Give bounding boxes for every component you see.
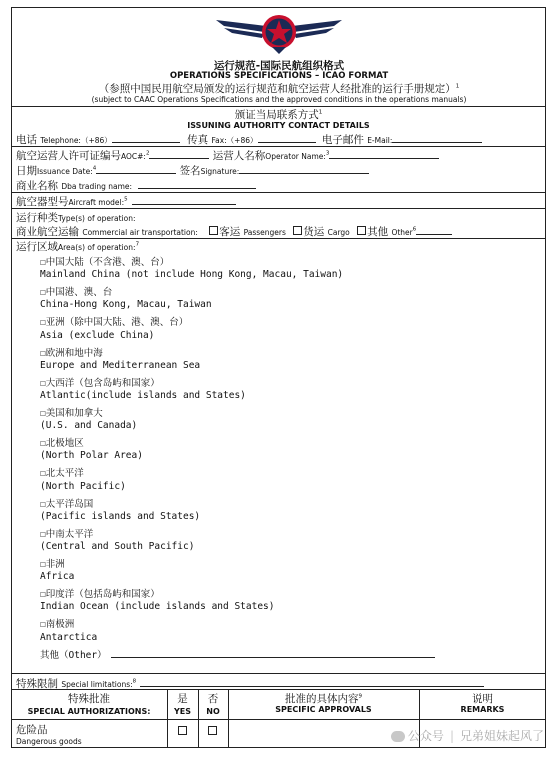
area-option[interactable]: ☐印度洋（包括岛屿和国家） [40,589,160,601]
area-option[interactable]: ☐大西洋（包含岛屿和国家） [40,377,160,389]
col-remarks-en: REMARKS [460,705,505,714]
area-option-en: (North Polar Area) [40,450,143,462]
area-option[interactable]: ☐太平洋岛国 [40,498,94,510]
ops-type-label: 运行种类Type(s) of operation: [16,212,136,224]
area-option[interactable]: ☐美国和加拿大 [40,408,103,419]
wechat-icon [391,731,405,742]
col-auth-en: SPECIAL AUTHORIZATIONS: [27,707,151,716]
commercial-row: 商业航空运输 Commercial air transportation: 客运 Passengers 货运 Cargo 其他 Other$^6$ [16,224,452,239]
divider [11,192,546,193]
area-option-en: Europe and Mediterranean Sea [40,359,201,371]
email-field [392,133,482,143]
signature-field [239,164,369,174]
limitations-row: 特殊限制 Special limitations:$^8$ [16,676,484,691]
contact-title-en: ISSUNING AUTHORITY CONTACT DETAILS [187,121,370,130]
cargo-checkbox[interactable]: 货运 Cargo [293,226,349,238]
aoc-row: 航空运营人许可证编号AOC#:$^2$ 运营人名称Operator Name:$^3$ [16,148,439,163]
caac-logo-icon [214,12,344,54]
area-option-en: China-Hong Kong, Macau, Taiwan [40,299,212,311]
other-checkbox[interactable]: 其他 Other$^6$ [357,226,416,238]
area-option[interactable]: ☐中国大陆（不含港、澳、台） [40,257,170,268]
areas-other-row: 其他（Other） [40,647,435,661]
area-option[interactable]: ☐南极洲 [40,619,75,631]
other-ops-field [416,225,452,235]
aircraft-model-field [132,195,236,205]
area-option-en: Atlantic(include islands and States) [40,389,246,401]
col-auth-cn: 特殊批准 [68,693,110,705]
col-remarks-cn: 说明 [472,693,493,705]
area-option[interactable]: ☐北太平洋 [40,468,84,480]
area-option-en: Antarctica [40,631,98,643]
title-cn: 运行规范-国际民航组织格式 [213,60,345,72]
area-option-en: Asia (exclude China) [40,329,155,341]
dangerous-goods-no-checkbox[interactable] [208,726,217,735]
title-en: OPERATIONS SPECIFICATIONS – ICAO FORMAT [169,71,389,81]
date-row: 日期Issuance Date:$^4$ 签名Signature: [16,163,369,178]
operator-name-field [329,149,439,159]
area-option[interactable]: ☐北极地区 [40,438,84,450]
divider [11,146,546,147]
area-option-en: (North Pacific) [40,480,126,492]
dangerous-goods-yes-checkbox[interactable] [178,726,187,735]
issuance-date-field [96,164,176,174]
col-approvals-en: SPECIFIC APPROVALS [275,705,372,714]
dangerous-goods-cn: 危险品 [16,724,48,736]
area-option[interactable]: ☐非洲 [40,559,65,570]
areas-other-field [111,648,435,658]
col-yes-en: YES [173,707,192,716]
divider [11,689,546,690]
area-option[interactable]: ☐中南太平洋 [40,528,94,540]
limitations-field [140,677,484,687]
area-option-en: (U.S. and Canada) [40,420,138,432]
area-option-en: Mainland China (not include Hong Kong, Macau, Taiwan) [40,269,344,281]
aoc-field [149,149,209,159]
aircraft-row: 航空器型号Aircraft model:$^5$ [16,194,236,209]
col-no-en: NO [206,707,220,716]
areas-label: 运行区域Area(s) of operation:$^7$ [16,241,140,253]
dangerous-goods-en: Dangerous goods [16,737,82,746]
subtitle-cn: （参照中国民用航空局颁发的运行规范和航空运营人经批准的运行手册规定）$^1$ [98,83,460,95]
watermark: 公众号 | 兄弟姐妹起风了 [391,727,544,744]
divider [11,673,546,674]
area-option-en: Africa [40,571,75,583]
col-approvals-cn: 批准的具体内容$^9$ [285,693,362,705]
area-option[interactable]: ☐欧洲和地中海 [40,347,103,359]
area-option-en: (Central and South Pacific) [40,540,195,552]
area-option-en: (Pacific islands and States) [40,510,201,522]
dba-field [138,179,256,189]
area-option[interactable]: ☐亚洲（除中国大陆、港、澳、台） [40,317,189,329]
area-option[interactable]: ☐中国港、澳、台 [40,287,113,299]
divider [11,208,546,209]
contact-title-cn: 颁证当局联系方式$^1$ [234,109,323,121]
subtitle-en: (subject to CAAC Operations Specifications and the approved conditions in the operations manuals) [91,95,467,104]
area-option-en: Indian Ocean (include islands and States) [40,601,275,613]
contact-row: 电话 Telephone:（+86） 传真 Fax:（+86） 电子邮件 E-Mail: [16,132,482,147]
passengers-checkbox[interactable]: 客运 Passengers [209,226,286,238]
fax-field: （+86） [226,136,258,145]
col-no-cn: 否 [207,693,219,705]
col-yes-cn: 是 [177,693,188,705]
dba-row: 商业名称 Dba trading name: [16,178,256,193]
telephone-field: （+86） [80,136,112,145]
